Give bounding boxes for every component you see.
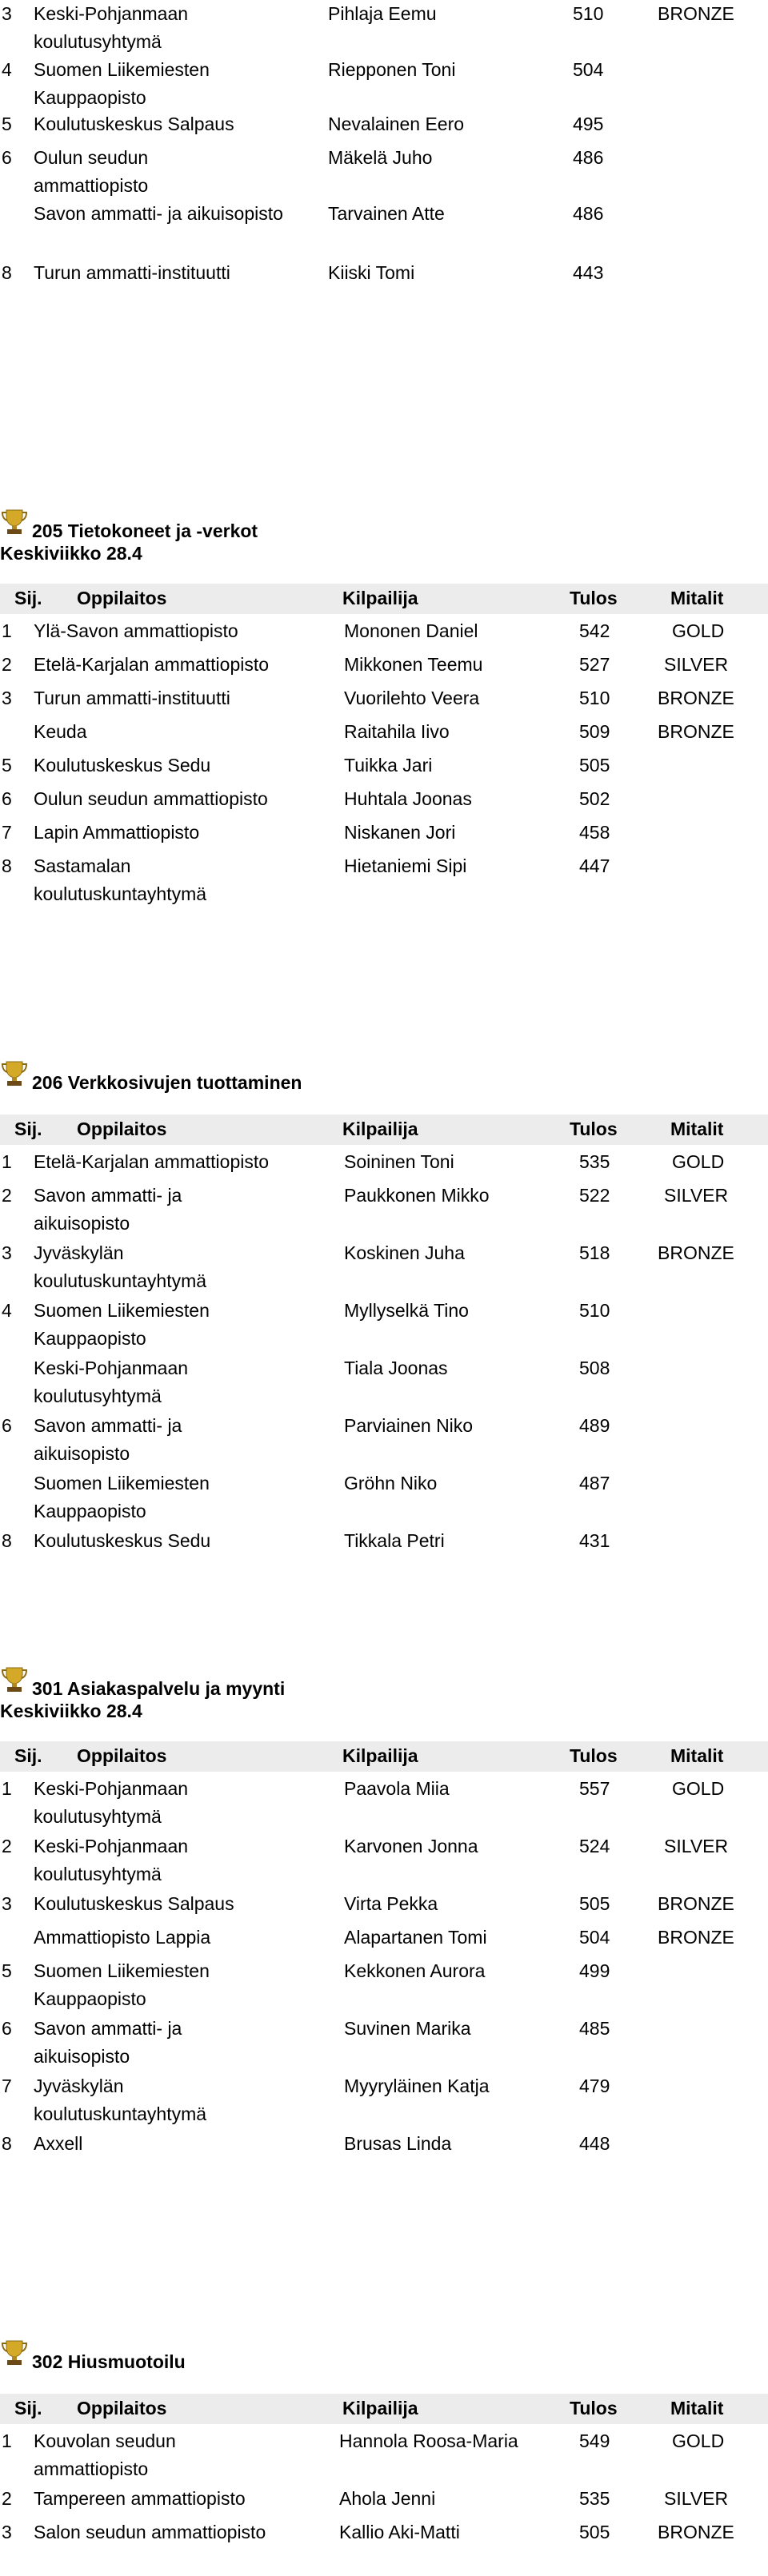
result-cell: 508 xyxy=(579,1358,610,1378)
header-rank: Sij. xyxy=(14,588,42,608)
competitor-cell: Hannola Roosa-Maria xyxy=(339,2430,518,2451)
medal-cell: SILVER xyxy=(664,654,729,675)
rank-cell: 5 xyxy=(2,1960,12,1981)
result-cell: 443 xyxy=(573,262,604,283)
table-row xyxy=(0,200,768,257)
header-result: Tulos xyxy=(570,1119,618,1139)
medal-cell: GOLD xyxy=(672,1778,725,1799)
result-cell: 502 xyxy=(579,788,610,809)
result-cell: 510 xyxy=(579,1300,610,1321)
table-header xyxy=(0,584,768,614)
competitor-cell: Paukkonen Mikko xyxy=(344,1185,490,1206)
rank-cell: 8 xyxy=(2,2133,12,2154)
rank-cell: 5 xyxy=(2,755,12,776)
rank-cell: 4 xyxy=(2,59,12,80)
school-cell: Koulutuskeskus Sedu xyxy=(34,1530,211,1551)
section-title: 205 Tietokoneet ja -verkot xyxy=(32,520,258,541)
school-cell: Salon seudun ammattiopisto xyxy=(34,2522,266,2542)
school-cell: Suomen Liikemiesten Kauppaopisto xyxy=(34,1300,210,1349)
table-header xyxy=(0,1115,768,1145)
header-competitor: Kilpailija xyxy=(342,1745,418,1766)
rank-cell: 7 xyxy=(2,822,12,843)
table-row xyxy=(0,1957,768,2015)
medal-cell: BRONZE xyxy=(658,1242,734,1263)
result-cell: 504 xyxy=(573,59,604,80)
rank-cell: 8 xyxy=(2,855,12,876)
result-cell: 505 xyxy=(579,1893,610,1914)
rank-cell: 6 xyxy=(2,2018,12,2039)
header-medal: Mitalit xyxy=(670,2398,724,2418)
school-cell: Koulutuskeskus Salpaus xyxy=(34,114,234,134)
rank-cell: 3 xyxy=(2,688,12,708)
rank-cell: 1 xyxy=(2,2430,12,2451)
school-cell: Savon ammatti- ja aikuisopisto xyxy=(34,203,283,224)
header-competitor: Kilpailija xyxy=(342,2398,418,2418)
school-cell: Lapin Ammattiopisto xyxy=(34,822,200,843)
result-cell: 448 xyxy=(579,2133,610,2154)
school-cell: Tampereen ammattiopisto xyxy=(34,2488,246,2509)
competitor-cell: Myllyselkä Tino xyxy=(344,1300,469,1321)
rank-cell: 1 xyxy=(2,620,12,641)
table-row xyxy=(0,2015,768,2072)
medal-cell: SILVER xyxy=(664,1836,729,1856)
rank-cell: 1 xyxy=(2,1778,12,1799)
result-cell: 509 xyxy=(579,721,610,742)
result-cell: 487 xyxy=(579,1473,610,1493)
medal-cell: BRONZE xyxy=(658,2522,734,2542)
medal-cell: BRONZE xyxy=(658,3,734,24)
competitor-cell: Soininen Toni xyxy=(344,1151,454,1172)
section-title: 301 Asiakaspalvelu ja myynti xyxy=(32,1678,286,1699)
school-cell: Oulun seudun ammattiopisto xyxy=(34,788,268,809)
header-school: Oppilaitos xyxy=(77,1745,167,1766)
table-row xyxy=(0,2518,768,2576)
table-row xyxy=(0,2427,768,2485)
section-day: Keskiviikko 28.4 xyxy=(0,1701,142,1721)
result-cell: 510 xyxy=(579,688,610,708)
medal-cell: GOLD xyxy=(672,2430,725,2451)
school-cell: Etelä-Karjalan ammattiopisto xyxy=(34,654,270,675)
result-cell: 486 xyxy=(573,147,604,168)
competitor-cell: Kekkonen Aurora xyxy=(344,1960,486,1981)
rank-cell: 3 xyxy=(2,3,12,24)
header-medal: Mitalit xyxy=(670,1119,724,1139)
medal-cell: SILVER xyxy=(664,2488,729,2509)
result-cell: 535 xyxy=(579,2488,610,2509)
table-row xyxy=(0,1832,768,1890)
header-school: Oppilaitos xyxy=(77,2398,167,2418)
table-row xyxy=(0,1412,768,1469)
rank-cell: 3 xyxy=(2,1242,12,1263)
school-cell: Savon ammatti- ja aikuisopisto xyxy=(34,1415,182,1464)
rank-cell: 5 xyxy=(2,114,12,134)
medal-cell: GOLD xyxy=(672,620,725,641)
table-row xyxy=(0,1527,768,1585)
school-cell: Savon ammatti- ja aikuisopisto xyxy=(34,2018,182,2067)
trophy-icon xyxy=(0,1666,29,1693)
table-row xyxy=(0,1775,768,1832)
result-cell: 522 xyxy=(579,1185,610,1206)
rank-cell: 6 xyxy=(2,788,12,809)
competitor-cell: Kiiski Tomi xyxy=(328,262,415,283)
table-row xyxy=(0,56,768,114)
school-cell: Ylä-Savon ammattiopisto xyxy=(34,620,238,641)
competitor-cell: Tarvainen Atte xyxy=(328,203,445,224)
result-cell: 489 xyxy=(579,1415,610,1436)
medal-cell: GOLD xyxy=(672,1151,725,1172)
result-cell: 499 xyxy=(579,1960,610,1981)
competitor-cell: Brusas Linda xyxy=(344,2133,452,2154)
rank-cell: 3 xyxy=(2,1893,12,1914)
table-header xyxy=(0,2394,768,2424)
school-cell: Keski-Pohjanmaan koulutusyhtymä xyxy=(34,1358,189,1406)
header-school: Oppilaitos xyxy=(77,588,167,608)
rank-cell: 8 xyxy=(2,1530,12,1551)
table-header xyxy=(0,1741,768,1772)
school-cell: Suomen Liikemiesten Kauppaopisto xyxy=(34,1960,210,2009)
result-cell: 447 xyxy=(579,855,610,876)
header-medal: Mitalit xyxy=(670,588,724,608)
header-result: Tulos xyxy=(570,588,618,608)
table-row xyxy=(0,2072,768,2130)
rank-cell: 8 xyxy=(2,262,12,283)
table-row xyxy=(0,144,768,201)
competitor-cell: Tiala Joonas xyxy=(344,1358,448,1378)
school-cell: Koulutuskeskus Salpaus xyxy=(34,1893,234,1914)
result-cell: 510 xyxy=(573,3,604,24)
school-cell: Suomen Liikemiesten Kauppaopisto xyxy=(34,1473,210,1521)
header-rank: Sij. xyxy=(14,1745,42,1766)
competitor-cell: Tuikka Jari xyxy=(344,755,433,776)
competitor-cell: Karvonen Jonna xyxy=(344,1836,478,1856)
table-row xyxy=(0,0,768,58)
trophy-icon xyxy=(0,1060,29,1087)
medal-cell: BRONZE xyxy=(658,1893,734,1914)
competitor-cell: Vuorilehto Veera xyxy=(344,688,480,708)
competitor-cell: Suvinen Marika xyxy=(344,2018,471,2039)
school-cell: Kouvolan seudun ammattiopisto xyxy=(34,2430,176,2479)
competitor-cell: Kallio Aki-Matti xyxy=(339,2522,460,2542)
school-cell: Etelä-Karjalan ammattiopisto xyxy=(34,1151,270,1172)
school-cell: Axxell xyxy=(34,2133,83,2154)
school-cell: Ammattiopisto Lappia xyxy=(34,1927,211,1948)
header-rank: Sij. xyxy=(14,1119,42,1139)
result-cell: 518 xyxy=(579,1242,610,1263)
table-row xyxy=(0,259,768,317)
competitor-cell: Alapartanen Tomi xyxy=(344,1927,487,1948)
rank-cell: 2 xyxy=(2,1836,12,1856)
competitor-cell: Mononen Daniel xyxy=(344,620,478,641)
header-result: Tulos xyxy=(570,1745,618,1766)
result-cell: 504 xyxy=(579,1927,610,1948)
header-competitor: Kilpailija xyxy=(342,588,418,608)
medal-cell: BRONZE xyxy=(658,688,734,708)
table-row xyxy=(0,1239,768,1297)
result-cell: 527 xyxy=(579,654,610,675)
rank-cell: 7 xyxy=(2,2076,12,2096)
header-school: Oppilaitos xyxy=(77,1119,167,1139)
result-cell: 505 xyxy=(579,755,610,776)
table-row xyxy=(0,1354,768,1412)
result-cell: 557 xyxy=(579,1778,610,1799)
school-cell: Keuda xyxy=(34,721,87,742)
school-cell: Suomen Liikemiesten Kauppaopisto xyxy=(34,59,210,108)
result-cell: 486 xyxy=(573,203,604,224)
table-row xyxy=(0,1297,768,1354)
header-medal: Mitalit xyxy=(670,1745,724,1766)
result-cell: 549 xyxy=(579,2430,610,2451)
section-title: 206 Verkkosivujen tuottaminen xyxy=(32,1072,302,1093)
rank-cell: 1 xyxy=(2,1151,12,1172)
rank-cell: 6 xyxy=(2,147,12,168)
table-row xyxy=(0,852,768,910)
result-cell: 431 xyxy=(579,1530,610,1551)
result-cell: 542 xyxy=(579,620,610,641)
rank-cell: 2 xyxy=(2,2488,12,2509)
header-result: Tulos xyxy=(570,2398,618,2418)
competitor-cell: Parviainen Niko xyxy=(344,1415,474,1436)
school-cell: Keski-Pohjanmaan koulutusyhtymä xyxy=(34,1836,189,1884)
competitor-cell: Virta Pekka xyxy=(344,1893,438,1914)
school-cell: Oulun seudun ammattiopisto xyxy=(34,147,149,196)
rank-cell: 3 xyxy=(2,2522,12,2542)
school-cell: Keski-Pohjanmaan koulutusyhtymä xyxy=(34,1778,189,1827)
competitor-cell: Gröhn Niko xyxy=(344,1473,438,1493)
competitor-cell: Hietaniemi Sipi xyxy=(344,855,467,876)
school-cell: Jyväskylän koulutuskuntayhtymä xyxy=(34,1242,207,1291)
result-cell: 458 xyxy=(579,822,610,843)
result-cell: 524 xyxy=(579,1836,610,1856)
competitor-cell: Koskinen Juha xyxy=(344,1242,465,1263)
medal-cell: BRONZE xyxy=(658,721,734,742)
result-cell: 535 xyxy=(579,1151,610,1172)
competitor-cell: Ahola Jenni xyxy=(339,2488,436,2509)
competitor-cell: Paavola Miia xyxy=(344,1778,450,1799)
competitor-cell: Mikkonen Teemu xyxy=(344,654,483,675)
table-row xyxy=(0,1182,768,1239)
school-cell: Sastamalan koulutuskuntayhtymä xyxy=(34,855,207,904)
header-rank: Sij. xyxy=(14,2398,42,2418)
rank-cell: 4 xyxy=(2,1300,12,1321)
result-cell: 485 xyxy=(579,2018,610,2039)
result-cell: 495 xyxy=(573,114,604,134)
medal-cell: SILVER xyxy=(664,1185,729,1206)
competitor-cell: Riepponen Toni xyxy=(328,59,456,80)
school-cell: Turun ammatti-instituutti xyxy=(34,262,230,283)
trophy-icon xyxy=(0,2339,29,2367)
school-cell: Turun ammatti-instituutti xyxy=(34,688,230,708)
rank-cell: 6 xyxy=(2,1415,12,1436)
section-title: 302 Hiusmuotoilu xyxy=(32,2351,186,2372)
rank-cell: 2 xyxy=(2,654,12,675)
header-competitor: Kilpailija xyxy=(342,1119,418,1139)
competitor-cell: Nevalainen Eero xyxy=(328,114,465,134)
competitor-cell: Pihlaja Eemu xyxy=(328,3,437,24)
rank-cell: 2 xyxy=(2,1185,12,1206)
table-row xyxy=(0,2130,768,2187)
result-cell: 479 xyxy=(579,2076,610,2096)
school-cell: Savon ammatti- ja aikuisopisto xyxy=(34,1185,182,1234)
competitor-cell: Niskanen Jori xyxy=(344,822,456,843)
medal-cell: BRONZE xyxy=(658,1927,734,1948)
competitor-cell: Mäkelä Juho xyxy=(328,147,433,168)
trophy-icon xyxy=(0,508,29,536)
competitor-cell: Raitahila Iivo xyxy=(344,721,450,742)
school-cell: Jyväskylän koulutuskuntayhtymä xyxy=(34,2076,207,2124)
competitor-cell: Huhtala Joonas xyxy=(344,788,472,809)
competitor-cell: Myyryläinen Katja xyxy=(344,2076,490,2096)
school-cell: Keski-Pohjanmaan koulutusyhtymä xyxy=(34,3,189,52)
section-day: Keskiviikko 28.4 xyxy=(0,543,142,564)
table-row xyxy=(0,1469,768,1527)
result-cell: 505 xyxy=(579,2522,610,2542)
school-cell: Koulutuskeskus Sedu xyxy=(34,755,211,776)
competitor-cell: Tikkala Petri xyxy=(344,1530,445,1551)
